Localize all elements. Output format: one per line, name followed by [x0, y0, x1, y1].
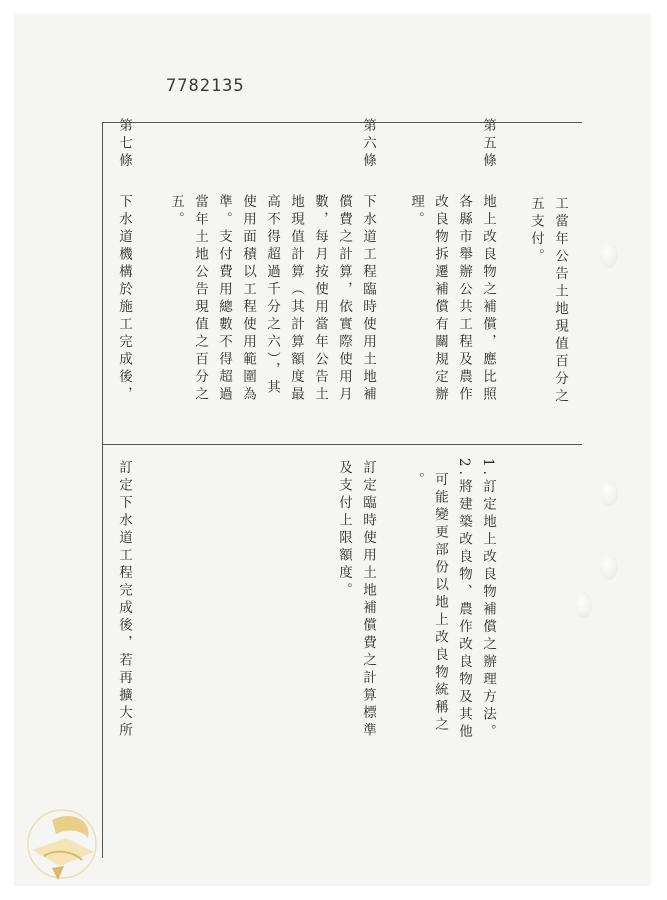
punch-hole [600, 480, 618, 506]
note-column: 訂定臨時使用土地補償費之計算標準 [360, 460, 376, 740]
article-6-heading: 第六條 [360, 118, 376, 171]
punch-hole [574, 592, 592, 618]
text-column: 使用面積以工程使用範圍為 [240, 194, 256, 404]
text-column: 償費之計算，依實際使用月 [336, 194, 352, 404]
archive-watermark-logo [22, 800, 106, 886]
table-middle-rule [102, 444, 582, 445]
text-column: 理。 [408, 194, 424, 229]
text-column: 五支付。 [528, 196, 544, 266]
text-column: 準。支付費用總數不得超過 [216, 194, 232, 404]
text-column: 地現值計算（其計算額度最 [288, 194, 304, 404]
table-top-rule [102, 122, 582, 123]
text-column: 工當年公告土地現值百分之 [552, 196, 568, 406]
text-column: 五。 [168, 194, 184, 229]
note-column: 及支付上限額度。 [336, 460, 352, 600]
text-column: 當年土地公告現值之百分之 [192, 194, 208, 404]
text-column: 改良物拆遷補償有關規定辦 [432, 194, 448, 404]
table-left-rule [102, 122, 103, 858]
document-page [14, 14, 651, 886]
text-column: 高不得超過千分之六），其 [264, 194, 280, 398]
article-5-heading: 第五條 [480, 118, 496, 171]
document-number: 7782135 [166, 76, 245, 96]
text-column: 下水道工程臨時使用土地補 [360, 194, 376, 404]
punch-hole [600, 242, 618, 268]
text-column: 各縣市舉辦公共工程及農作 [456, 194, 472, 404]
text-column: 下水道機構於施工完成後， [116, 194, 132, 404]
punch-hole [600, 554, 618, 580]
note-column: 。 [408, 472, 424, 490]
text-column: 地上改良物之補償，應比照 [480, 194, 496, 404]
note-column: 1.訂定地上改良物補償之辦理方法。 [480, 458, 496, 742]
text-column: 數，每月按使用當年公告土 [312, 194, 328, 404]
note-column: 訂定下水道工程完成後，若再擴大所 [116, 460, 132, 740]
article-7-heading: 第七條 [116, 118, 132, 171]
note-column: 可能變更部份以地上改良物統稱之 [432, 472, 448, 735]
note-column: 2.將建築改良物、農作改良物及其他 [456, 458, 472, 742]
